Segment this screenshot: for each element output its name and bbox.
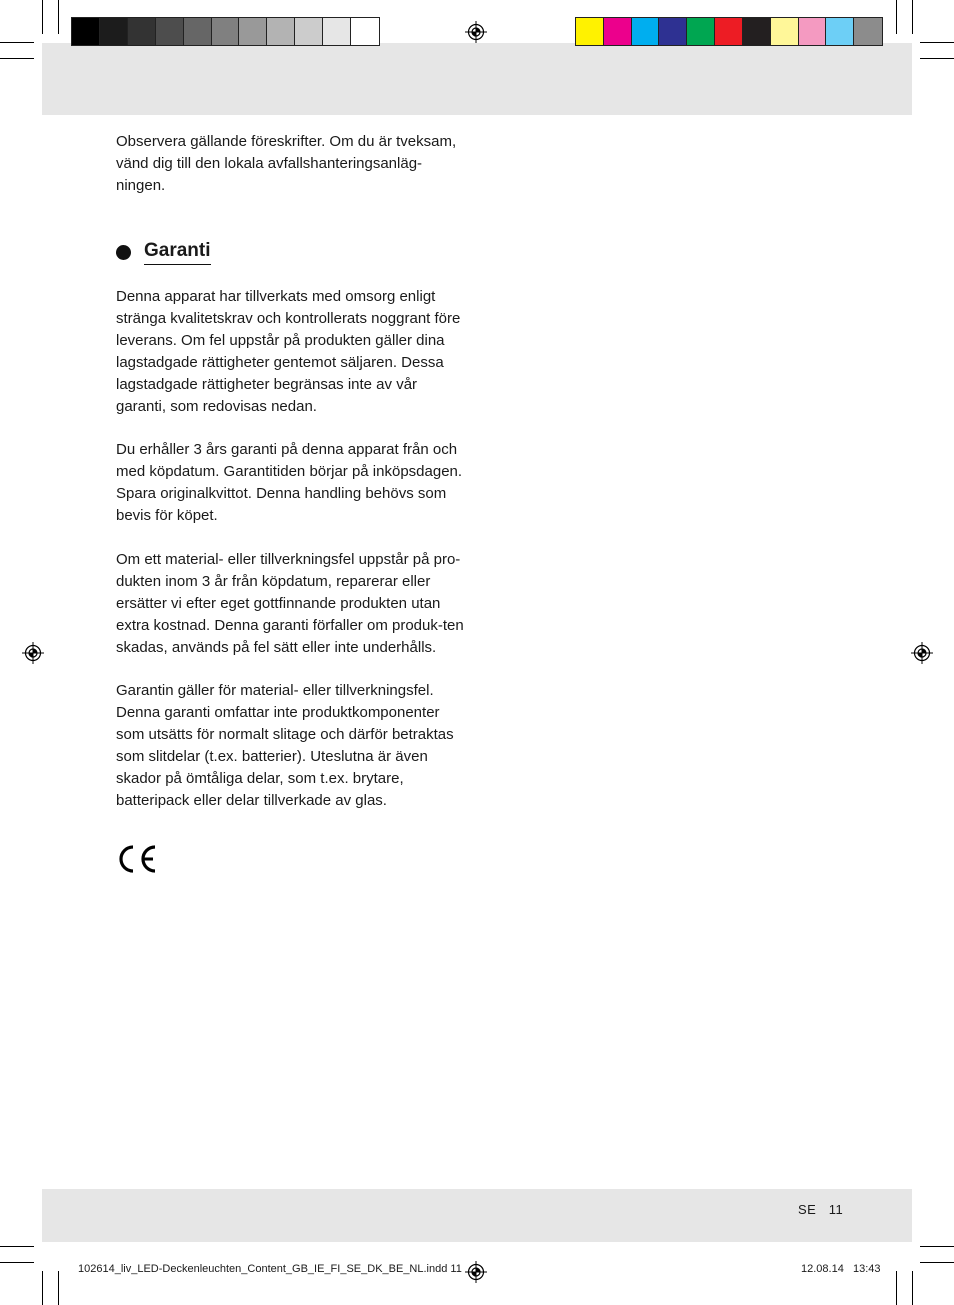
grayscale-swatch xyxy=(184,18,212,45)
crop-mark xyxy=(42,0,43,34)
crop-mark xyxy=(896,0,897,34)
grayscale-swatch xyxy=(100,18,128,45)
process-swatch xyxy=(854,18,882,45)
crop-mark xyxy=(920,42,954,43)
warranty-paragraph-1: Denna apparat har tillverkats med omsorg enligt stränga kvalitetskrav och kontrollerats noggrant före leverans. Om fel uppstår på produkten gäller dina lagstadgade rättigheter gentemot säljaren. Dessa lagstadgade rättigheter begränsas inte av vår garanti, som redovisas nedan. xyxy=(116,288,461,415)
crop-mark xyxy=(896,1271,897,1305)
grayscale-swatch xyxy=(72,18,100,45)
grayscale-swatch xyxy=(128,18,156,45)
registration-mark-icon xyxy=(465,21,487,43)
language-code: SE xyxy=(798,1202,817,1217)
process-swatch xyxy=(604,18,632,45)
page-number xyxy=(798,1202,843,1217)
process-swatch xyxy=(659,18,687,45)
process-swatch xyxy=(771,18,799,45)
grayscale-swatch xyxy=(156,18,184,45)
crop-mark xyxy=(912,0,913,34)
crop-mark xyxy=(920,58,954,59)
crop-mark xyxy=(0,1246,34,1247)
header-band xyxy=(42,43,912,115)
process-color-bar xyxy=(575,17,883,46)
intro-paragraph: Observera gällande föreskrifter. Om du är tveksam, vänd dig till den lokala avfallshanteringsanläg-ningen. xyxy=(116,133,457,194)
process-swatch xyxy=(826,18,854,45)
process-swatch xyxy=(632,18,660,45)
warranty-paragraph-4: Garantin gäller för material- eller tillverkningsfel. Denna garanti omfattar inte produktkomponenter som utsätts för normalt slitage och därför betraktas som slitdelar (t.ex. batterier). Uteslutna är även skador på ömtåliga delar, som t.ex. brytare, batteripack eller delar tillverkade av glas. xyxy=(116,682,454,809)
crop-mark xyxy=(0,58,34,59)
registration-mark-icon xyxy=(465,1261,487,1283)
slug-timestamp xyxy=(801,1263,881,1275)
process-swatch xyxy=(799,18,827,45)
warranty-paragraph-2: Du erhåller 3 års garanti på denna apparat från och med köpdatum. Garantitiden börjar på inköpsdagen. Spara originalkvittot. Denna handling behövs som bevis för köpet. xyxy=(116,441,463,524)
slug-date: 12.08.14 xyxy=(801,1263,844,1275)
section-title: Garanti xyxy=(144,240,211,265)
crop-mark xyxy=(0,42,34,43)
crop-mark xyxy=(920,1262,954,1263)
crop-mark xyxy=(912,1271,913,1305)
crop-mark xyxy=(0,1262,34,1263)
slug-filename: 102614_liv_LED-Deckenleuchten_Content_GB_IE_FI_SE_DK_BE_NL.indd 11 xyxy=(78,1263,462,1275)
grayscale-swatch xyxy=(323,18,351,45)
process-swatch xyxy=(743,18,771,45)
crop-mark xyxy=(920,1246,954,1247)
slug-time: 13:43 xyxy=(853,1263,881,1275)
page-number-value: 11 xyxy=(828,1202,844,1217)
registration-mark-icon xyxy=(911,642,933,664)
crop-mark xyxy=(42,1271,43,1305)
footer-band xyxy=(42,1189,912,1242)
process-swatch xyxy=(576,18,604,45)
section-heading xyxy=(116,239,211,265)
bullet-icon xyxy=(116,245,131,260)
process-swatch xyxy=(715,18,743,45)
grayscale-swatch xyxy=(295,18,323,45)
ce-mark-icon xyxy=(114,844,158,874)
process-swatch xyxy=(687,18,715,45)
crop-mark xyxy=(58,0,59,34)
grayscale-swatch xyxy=(351,18,379,45)
grayscale-color-bar xyxy=(71,17,380,46)
registration-mark-icon xyxy=(22,642,44,664)
grayscale-swatch xyxy=(212,18,240,45)
crop-mark xyxy=(58,1271,59,1305)
grayscale-swatch xyxy=(267,18,295,45)
warranty-paragraph-3: Om ett material- eller tillverkningsfel uppstår på pro-dukten inom 3 år från köpdatum, reparerar eller ersätter vi efter eget gottfinnande produkten utan extra kostnad. Denna garanti förfaller om produk-ten skadas, används på fel sätt eller inte underhålls. xyxy=(116,551,464,656)
grayscale-swatch xyxy=(239,18,267,45)
